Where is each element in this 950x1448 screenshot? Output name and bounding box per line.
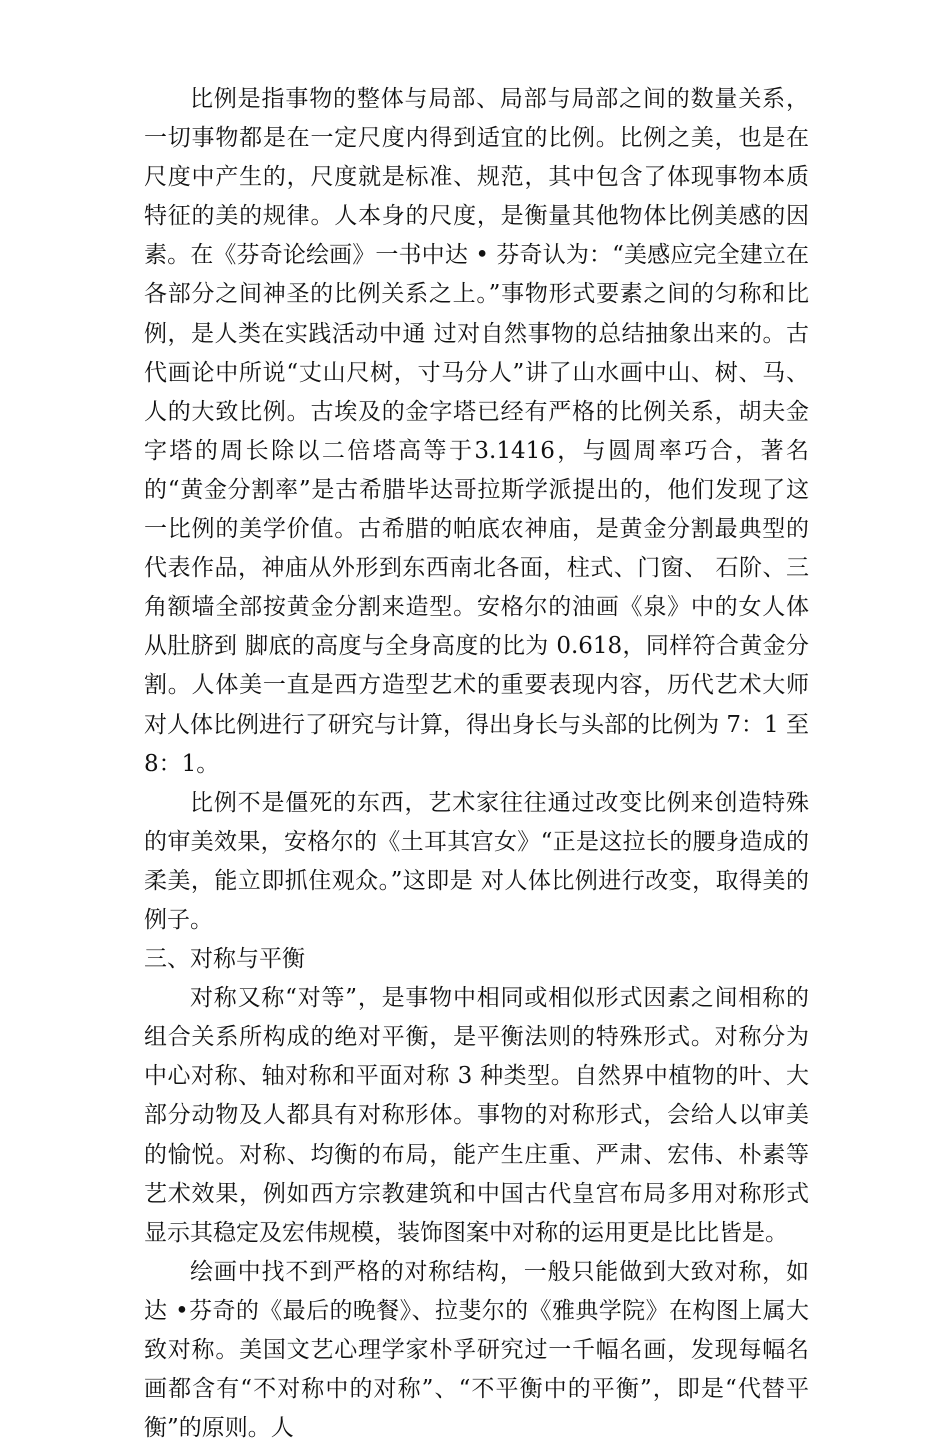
document-page (144, 80, 809, 1448)
paragraph-painting-symmetry: 绘画中找不到严格的对称结构，一般只能做到大致对称，如达 •芬奇的《最后的晚餐》、拉斐尔的《雅典学院》在构图上属大致对称。美国文艺心理学家朴孚研究过一千幅名画，发现每幅名画都含有“不对称中的对称”、“不平衡中的平衡”，即是“代替平衡”的原则。人 (144, 1258, 809, 1442)
paragraph-proportion: 比例是指事物的整体与局部、局部与局部之间的数量关系，一切事物都是在一定尺度内得到适宜的比例。比例之美，也是在尺度中产生的，尺度就是标准、规范，其中包含了体现事物本质特征的美的规律。人本身的尺度，是衡量其他物体比例美感的因素。在《芬奇论绘画》一书中达 • 芬奇认为：“美感应完全建立在各部分之间神圣的比例关系之上。”事物形式要素之间的匀称和比例，是人类在实践活动中通 过对自然事物的总结抽象出来的。古代画论中所说“丈山尺树，寸马分人”讲了山水画中山、树、马、人的大致比例。古埃及的金字塔已经有严格的比例关系，胡夫金字塔的周长除以二倍塔高等于3.1416，与圆周率巧合，著名的“黄金分割率”是古希腊毕达哥拉斯学派提出的，他们发现了这一比例的美学价值。古希腊的帕底农神庙，是黄金分割最典型的代表作品，神庙从外形到东西南北各面，柱式、门窗、 石阶、三角额墙全部按黄金分割来造型。安格尔的油画《泉》中的女人体从肚脐到 脚底的高度与全身高度的比为 0.618，同样符合黄金分割。人体美一直是西方造型艺术的重要表现内容，历代艺术大师对人体比例进行了研究与计算，得出身长与头部的比例为 7：1 至 8：1。 (144, 86, 809, 777)
section-heading-symmetry-balance: 三、对称与平衡 (144, 946, 305, 973)
paragraph-proportion-variation: 比例不是僵死的东西，艺术家往往通过改变比例来创造特殊的审美效果，安格尔的《土耳其宫女》“正是这拉长的腰身造成的柔美，能立即抓住观众。”这即是 对人体比例进行改变，取得美的例子。 (144, 789, 809, 933)
paragraph-symmetry: 对称又称“对等”，是事物中相同或相似形式因素之间相称的组合关系所构成的绝对平衡，是平衡法则的特殊形式。对称分为中心对称、轴对称和平面对称 3 种类型。自然界中植物的叶、大部分动物及人都具有对称形体。事物的对称形式，会给人以审美的愉悦。对称、均衡的布局，能产生庄重、严肃、宏伟、朴素等艺术效果，例如西方宗教建筑和中国古代皇宫布局多用对称形式显示其稳定及宏伟规模，装饰图案中对称的运用更是比比皆是。 (144, 985, 809, 1246)
